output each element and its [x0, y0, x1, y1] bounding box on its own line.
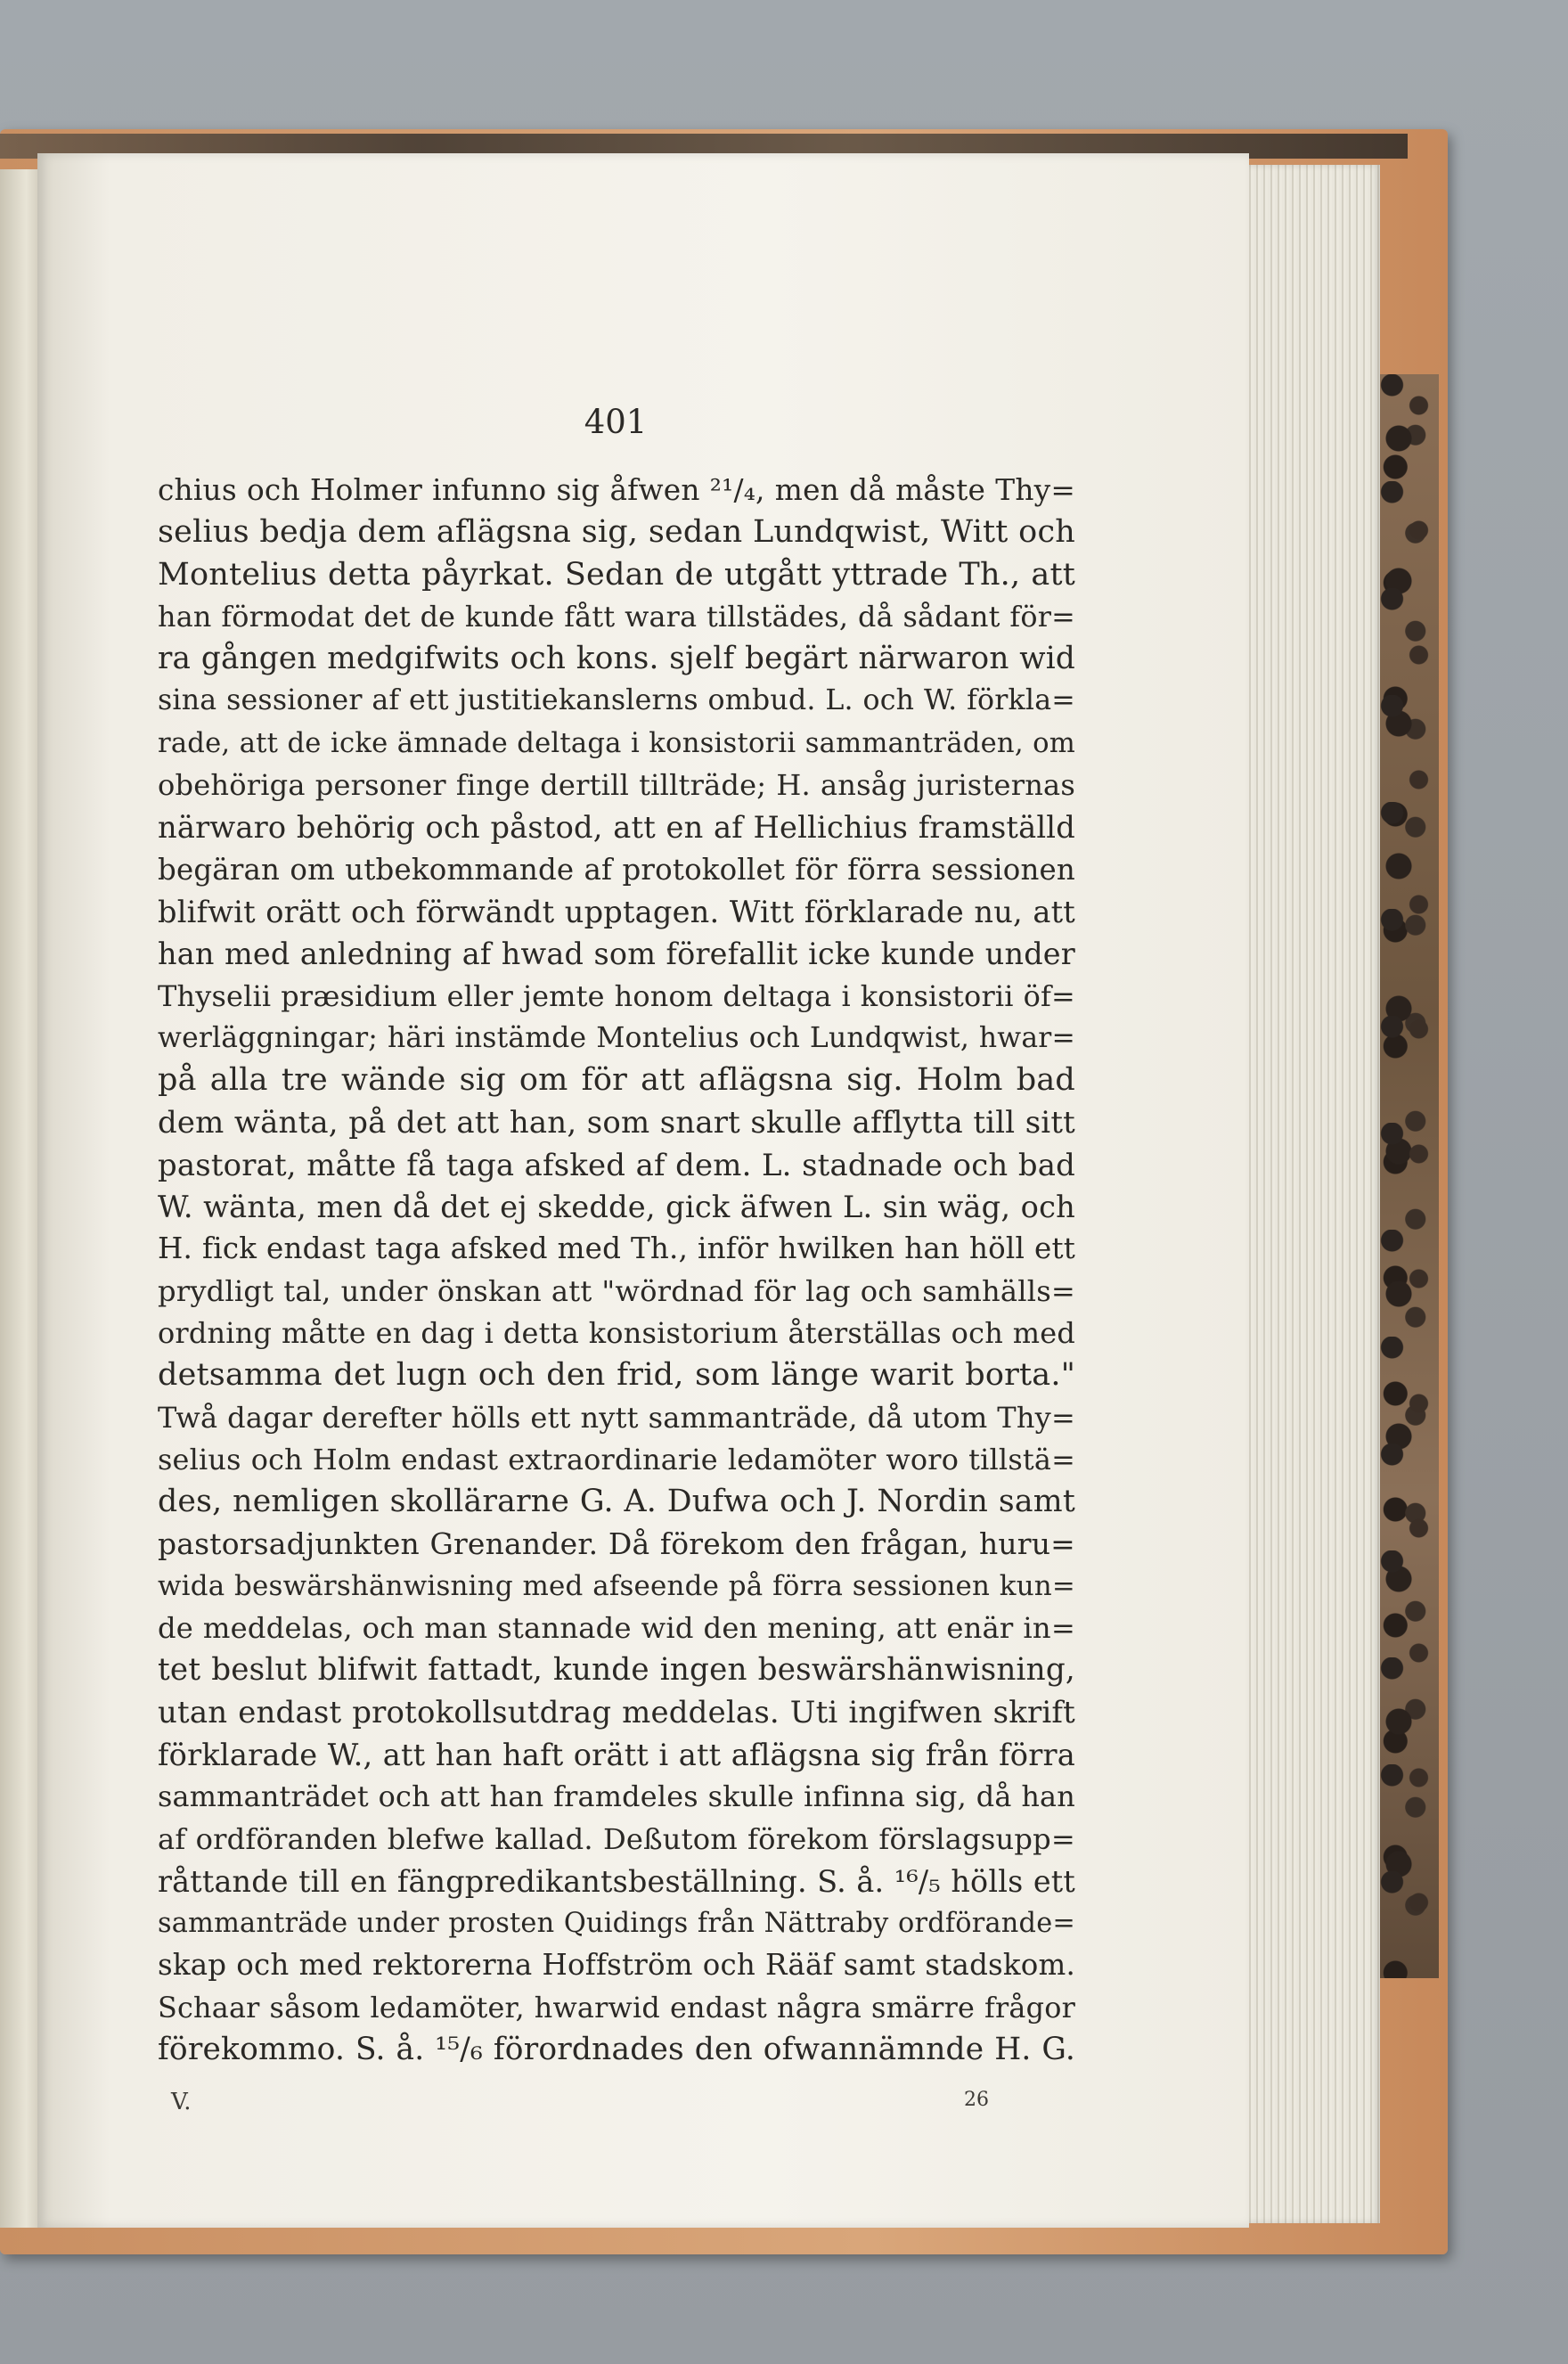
text-line: närwaro behörig och påstod, att en af Hellichius framställd: [158, 810, 1075, 846]
text-line: skap och med rektorerna Hoffström och Rääf samt stadskom.: [158, 1948, 1075, 1983]
text-line: Schaar såsom ledamöter, hwarwid endast några smärre frågor: [158, 1990, 1075, 2025]
text-line: pastorat, måtte få taga afsked af dem. L. stadnade och bad: [158, 1147, 1075, 1182]
text-line: de meddelas, och man stannade wid den mening, att enär in=: [158, 1611, 1075, 1646]
text-line: af ordföranden blefwe kallad. Deßutom förekom förslagsupp=: [158, 1821, 1075, 1856]
text-line: ra gången medgifwits och kons. sjelf begärt närwaron wid: [158, 641, 1075, 677]
page-edges: [1245, 165, 1380, 2223]
text-line: selius och Holm endast extraordinarie ledamöter woro tillstä=: [158, 1442, 1075, 1476]
text-line: detsamma det lugn och den frid, som länge warit borta.": [158, 1357, 1075, 1394]
text-line: selius bedja dem aflägsna sig, sedan Lundqwist, Witt och: [158, 514, 1075, 551]
text-line: Thyselii præsidium eller jemte honom deltaga i konsistorii öf=: [158, 978, 1075, 1013]
text-line: tet beslut blifwit fattadt, kunde ingen beswärshänwisning,: [158, 1652, 1075, 1689]
text-line: Montelius detta påyrkat. Sedan de utgått yttrade Th., att: [158, 556, 1075, 593]
text-line: på alla tre wände sig om för att aflägsna sig. Holm bad: [158, 1062, 1075, 1099]
text-line: ordning måtte en dag i detta konsistorium återställas och med: [158, 1315, 1075, 1350]
text-line: han förmodat det de kunde fått wara tillstädes, då sådant för=: [158, 599, 1075, 634]
text-line: pastorsadjunkten Grenander. Då förekom den frågan, huru=: [158, 1526, 1075, 1562]
book-page: [37, 153, 1249, 2228]
text-line: han med anledning af hwad som förefallit icke kunde under: [158, 937, 1075, 972]
text-line: sammanträde under prosten Quidings från Nättraby ordförande=: [158, 1908, 1075, 1940]
text-line: des, nemligen skollärarne G. A. Dufwa och J. Nordin samt: [158, 1484, 1075, 1520]
text-line: chius och Holmer infunno sig åfwen ²¹/₄, men då måste Thy=: [158, 473, 1075, 507]
text-line: W. wänta, men då det ej skedde, gick äfwen L. sin wäg, och: [158, 1190, 1075, 1225]
text-line: dem wänta, på det att han, som snart skulle afflytta till sitt: [158, 1105, 1075, 1141]
text-line: obehöriga personer finge dertill tillträde; H. ansåg juristernas: [158, 768, 1075, 803]
text-line: råttande till en fängpredikantsbeställning. S. å. ¹⁶/₅ hölls ett: [158, 1863, 1075, 1899]
text-line: sammanträdet och att han framdeles skulle infinna sig, då han: [158, 1779, 1075, 1814]
text-line: rade, att de icke ämnade deltaga i konsistorii sammanträden, om: [158, 727, 1075, 759]
page-footer: [158, 2089, 1075, 2124]
signature-mark-left: V.: [171, 2089, 192, 2115]
page-number: 401: [584, 403, 648, 441]
text-line: utan endast protokollsutdrag meddelas. Uti ingifwen skrift: [158, 1695, 1075, 1730]
text-line: begäran om utbekommande af protokollet för förra sessionen: [158, 852, 1075, 887]
left-page-edge: [0, 169, 39, 2228]
text-line: Twå dagar derefter hölls ett nytt sammanträde, då utom Thy=: [158, 1400, 1075, 1435]
text-line: H. fick endast taga afsked med Th., inför hwilken han höll ett: [158, 1231, 1075, 1266]
text-line: förekommo. S. å. ¹⁵/₆ förordnades den ofwannämnde H. G.: [158, 2031, 1075, 2067]
text-line: sina sessioner af ett justitiekanslerns ombud. L. och W. förkla=: [158, 684, 1075, 717]
text-line: wida beswärshänwisning med afseende på förra sessionen kun=: [158, 1569, 1075, 1602]
text-line: werläggningar; häri instämde Montelius och Lundqwist, hwar=: [158, 1021, 1075, 1054]
text-line: prydligt tal, under önskan att "wördnad för lag och samhälls=: [158, 1273, 1075, 1308]
text-line: förklarade W., att han haft orätt i att aflägsna sig från förra: [158, 1737, 1075, 1772]
marbled-board-edge: [1372, 374, 1439, 1978]
body-text: [158, 470, 1075, 2071]
signature-mark-right: 26: [964, 2089, 989, 2111]
text-line: blifwit orätt och förwändt upptagen. Witt förklarade nu, att: [158, 894, 1075, 929]
